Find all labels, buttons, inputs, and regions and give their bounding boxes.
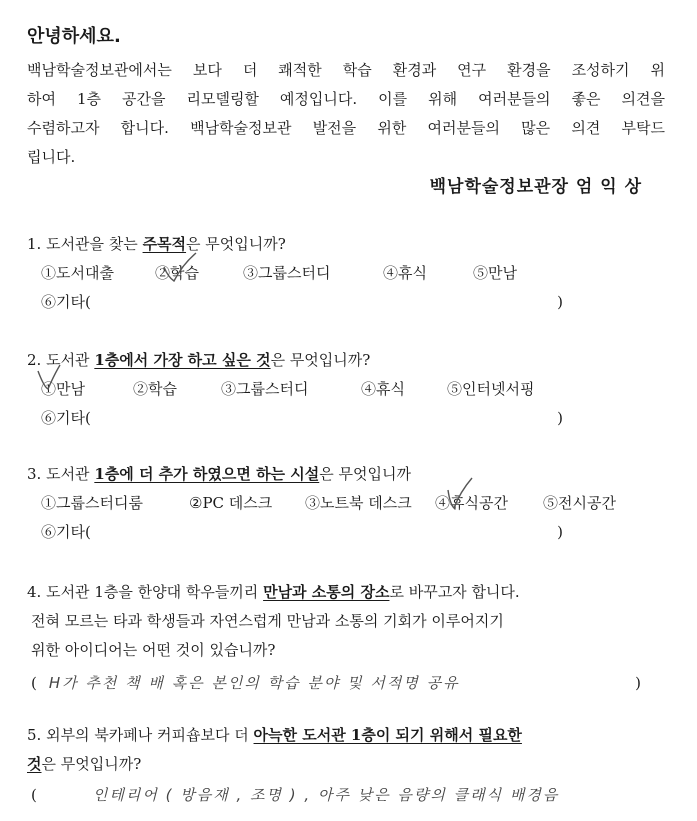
question-text: 3. 도서관 (27, 465, 95, 483)
question-1 (27, 230, 667, 317)
question-3-text (27, 460, 667, 489)
question-3-other[interactable] (27, 518, 563, 547)
option-3[interactable]: ③그룹스터디 (243, 264, 331, 282)
intro-line: 수렴하고자 합니다. 백남학술정보관 발전을 위한 여러분들의 많은 의견 부탁드 (27, 119, 665, 137)
handwritten-answer: H가 추천 책 배 혹은 본인의 학습 분야 및 서적명 공유 (48, 674, 460, 692)
answer-open: ( (31, 674, 37, 692)
answer-close: ) (635, 674, 641, 692)
handwritten-answer: 인테리어 ( 방음재 , 조명 ) , 아주 낮은 음량의 클래식 배경음 (92, 786, 560, 804)
question-text: 은 무엇입니까? (41, 755, 142, 773)
option-2[interactable]: ②PC 데스크 (189, 494, 273, 512)
check-mark-icon (444, 478, 474, 510)
question-emphasis: 1층에서 가장 하고 싶은 것 (94, 351, 271, 369)
question-2-options (27, 375, 667, 404)
question-emphasis: 아늑한 도서관 1층이 되기 위해서 필요한 (253, 726, 522, 744)
question-5 (27, 721, 667, 810)
intro-paragraph (27, 56, 665, 172)
signature: 백남학술정보관장 엄 익 상 (429, 177, 642, 197)
question-text: 2. 도서관 (27, 351, 95, 369)
question-emphasis: 1층에 더 추가 하였으면 하는 시설 (94, 465, 320, 483)
question-text: 1. 도서관을 찾는 (27, 235, 143, 253)
question-5-answer[interactable] (27, 781, 671, 810)
option-4[interactable]: ④휴식 (361, 380, 405, 398)
option-1[interactable]: ①그룹스터디룸 (41, 494, 143, 512)
question-text: 5. 외부의 북카페나 커피숍보다 더 (27, 726, 254, 744)
option-1[interactable]: ①만남 (41, 380, 85, 398)
option-2[interactable]: ②학습 (155, 264, 199, 282)
question-2 (27, 346, 667, 433)
question-4-text: 위한 아이디어는 어떤 것이 있습니까? (31, 641, 276, 659)
option-4[interactable]: ④휴식공간 (435, 494, 508, 512)
check-mark-icon (36, 365, 62, 391)
question-5-text (27, 721, 667, 750)
answer-open: ( (31, 786, 37, 804)
question-text: 은 무엇입니까 (319, 465, 411, 483)
question-4-text: 전혀 모르는 타과 학생들과 자연스럽게 만남과 소통의 기회가 이루어지기 (31, 612, 504, 630)
option-5[interactable]: ⑤전시공간 (543, 494, 616, 512)
other-label: ⑥기타( (41, 293, 91, 311)
question-1-text (27, 230, 667, 259)
option-3[interactable]: ③그룹스터디 (221, 380, 309, 398)
question-5-text (27, 750, 667, 779)
question-emphasis: 주목적 (142, 235, 187, 253)
question-emphasis: 만남과 소통의 장소 (263, 583, 390, 601)
check-mark-icon (158, 253, 198, 283)
question-2-text (27, 346, 667, 375)
question-text: 은 무엇입니까? (270, 351, 371, 369)
other-label: ⑥기타( (41, 409, 91, 427)
option-4[interactable]: ④휴식 (383, 264, 427, 282)
question-text: 은 무엇입니까? (186, 235, 286, 253)
question-4-answer[interactable] (27, 669, 641, 698)
option-5[interactable]: ⑤만남 (473, 264, 517, 282)
question-emphasis: 것 (27, 755, 42, 773)
greeting: 안녕하세요. (27, 26, 121, 47)
option-5[interactable]: ⑤인터넷서핑 (447, 380, 535, 398)
other-close: ) (557, 523, 563, 541)
question-2-other[interactable] (27, 404, 563, 433)
option-1[interactable]: ①도서대출 (41, 264, 114, 282)
intro-line: 하여 1층 공간을 리모델링할 예정입니다. 이를 위해 여러분들의 좋은 의견을 (27, 90, 665, 108)
question-4 (27, 578, 667, 698)
other-label: ⑥기타( (41, 523, 91, 541)
other-close: ) (557, 293, 563, 311)
other-close: ) (557, 409, 563, 427)
intro-line: 립니다. (27, 148, 76, 166)
question-3-options (27, 489, 667, 518)
question-text: 4. 도서관 1층을 한양대 학우들끼리 (27, 583, 264, 601)
question-4-text (27, 578, 667, 607)
question-1-options (27, 259, 667, 288)
option-3[interactable]: ③노트북 데스크 (305, 494, 412, 512)
intro-line: 백남학술정보관에서는 보다 더 쾌적한 학습 환경과 연구 환경을 조성하기 위 (27, 61, 665, 79)
question-3 (27, 460, 667, 547)
question-text: 로 바꾸고자 합니다. (389, 583, 520, 601)
question-1-other[interactable] (27, 288, 563, 317)
option-2[interactable]: ②학습 (133, 380, 177, 398)
